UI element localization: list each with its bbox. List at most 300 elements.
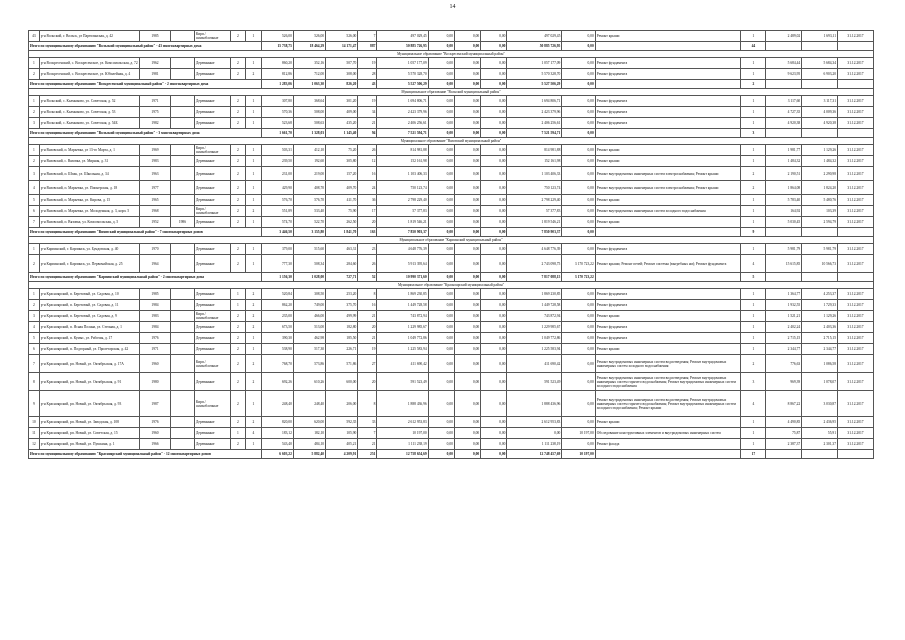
table-cell: 2 <box>29 255 40 273</box>
table-cell: р-н Красноярский, рп. Новый, ул. Пушкина, д. 1 <box>39 439 139 450</box>
page-number: 14 <box>449 4 456 10</box>
table-cell: Ремонт внутридомовых инженерных систем электроснабжения; Ремонт крыши <box>595 181 741 195</box>
table-cell: 1 <box>741 156 766 167</box>
total-value: 6 603,22 <box>261 450 293 459</box>
total-empty <box>595 228 741 237</box>
table-cell: 1 <box>246 107 262 118</box>
table-cell: 2 <box>246 417 262 428</box>
table-cell: р-н Красноярский, п. Подгорный, ул. Пролетарская, д. 42 <box>39 344 139 355</box>
table-cell: 1 086,58 <box>802 355 838 373</box>
repair-program-table <box>28 30 874 459</box>
table-cell: 0,00 <box>428 217 454 228</box>
table-cell: 0,00 <box>562 439 595 450</box>
table-cell: 777,30 <box>261 255 293 273</box>
section-title: Муниципальное образование "Воскресенский муниципальный район" <box>29 51 874 58</box>
table-cell: 1 824,20 <box>802 181 838 195</box>
total-value: 5 527 506,29 <box>507 80 562 89</box>
table-cell: 206,00 <box>326 391 358 417</box>
table-cell: 43 <box>29 31 40 42</box>
table-cell: 435,20 <box>326 118 358 129</box>
table-cell <box>171 195 195 206</box>
table-cell: Деревянные <box>194 428 230 439</box>
table-cell: 2 402,24 <box>766 322 802 333</box>
table-cell: 248,40 <box>261 391 293 417</box>
total-value: 0,00 <box>454 129 480 138</box>
table-row <box>29 439 874 450</box>
total-value: 94 <box>358 129 377 138</box>
table-cell: 0,00 <box>481 333 507 344</box>
table-cell: 4 920,38 <box>766 118 802 129</box>
table-cell: Ремонт крыши <box>595 145 741 156</box>
table-cell: 600,00 <box>326 373 358 391</box>
table-cell: 34 <box>358 107 377 118</box>
table-cell: 23 <box>358 244 377 255</box>
table-cell: 0,00 <box>454 181 480 195</box>
table-cell: 0,00 <box>454 355 480 373</box>
table-cell: 5 <box>29 195 40 206</box>
table-cell: 0,00 <box>481 344 507 355</box>
table-cell: 182,80 <box>326 322 358 333</box>
table-cell: 31.12.2017 <box>838 244 874 255</box>
table-cell: 375,70 <box>326 300 358 311</box>
table-cell: 1984 <box>139 322 170 333</box>
table-cell: 1 <box>230 300 246 311</box>
table-cell: Ремонт фундамента <box>595 289 741 300</box>
table-cell: 0,00 <box>454 156 480 167</box>
table-cell: 1 129,26 <box>802 311 838 322</box>
table-cell <box>171 181 195 195</box>
table-cell: 31.12.2017 <box>838 333 874 344</box>
total-value: 52 <box>358 273 377 282</box>
table-cell: 0,00 <box>481 373 507 391</box>
table-cell: 248,40 <box>293 391 325 417</box>
table-cell: 1 888 436,96 <box>377 391 428 417</box>
table-cell: Деревянные <box>194 344 230 355</box>
table-cell: 0,00 <box>562 322 595 333</box>
table-cell <box>171 145 195 156</box>
table-cell: 0,00 <box>428 118 454 129</box>
table-cell: Деревянные <box>194 322 230 333</box>
table-cell: Деревянные <box>194 58 230 69</box>
total-value: 3 446,50 <box>261 228 293 237</box>
table-cell: 307,80 <box>261 96 293 107</box>
table-cell: 33 <box>358 417 377 428</box>
table-cell: 31.12.2017 <box>838 417 874 428</box>
table-cell: 4 920,38 <box>802 118 838 129</box>
table-cell: 1 449 728,58 <box>507 300 562 311</box>
total-work-count: 44 <box>741 42 766 51</box>
table-cell: р-н Красноярский, п. Ясная Поляна, ул. Степная, д. 1 <box>39 322 139 333</box>
table-cell: 0,00 <box>454 311 480 322</box>
table-cell: 0,00 <box>428 344 454 355</box>
table-cell: 0,00 <box>562 373 595 391</box>
table-cell <box>171 355 195 373</box>
table-cell <box>171 344 195 355</box>
table-cell: р-н Красноярский, рп. Новый, ул. Октябрьская, д. 93 <box>39 391 139 417</box>
table-cell: 0,00 <box>562 391 595 417</box>
table-cell: 5 981,79 <box>802 244 838 255</box>
total-empty <box>802 273 838 282</box>
table-cell: 1969 <box>139 145 170 156</box>
table-cell: 31.12.2017 <box>838 428 874 439</box>
table-row <box>29 206 874 217</box>
table-cell: 5 030,45 <box>766 217 802 228</box>
table-cell: 4 <box>29 322 40 333</box>
table-cell: 19 <box>358 96 377 107</box>
table-row <box>29 344 874 355</box>
table-cell: 0,00 <box>428 167 454 181</box>
table-cell: 1 864,08 <box>766 181 802 195</box>
table-cell: 308,00 <box>326 69 358 80</box>
table-cell: 411,70 <box>326 195 358 206</box>
table-cell: 2 <box>29 156 40 167</box>
table-cell: р-н Вязовский, п. Марьевка, ул. Пионерская, д. 18 <box>39 181 139 195</box>
table-cell: 152 161,98 <box>377 156 428 167</box>
table-cell: 5 684,44 <box>766 58 802 69</box>
table-cell: 1 229 985,67 <box>377 322 428 333</box>
table-cell: 0,00 <box>481 145 507 156</box>
table-cell: 3 <box>29 167 40 181</box>
table-cell: 9 <box>29 391 40 417</box>
total-empty <box>802 80 838 89</box>
table-cell: 4 727,35 <box>766 107 802 118</box>
total-value: 1 028,00 <box>293 273 325 282</box>
table-cell: 2 <box>230 69 246 80</box>
total-value: 0,00 <box>562 129 595 138</box>
table-cell: 2 406 256,61 <box>507 118 562 129</box>
table-cell: 1 <box>741 217 766 228</box>
table-cell: 0,00 <box>428 181 454 195</box>
table-cell: 576,70 <box>293 195 325 206</box>
table-cell: 262,50 <box>326 217 358 228</box>
table-row <box>29 322 874 333</box>
table-cell: 0,00 <box>481 391 507 417</box>
table-row <box>29 58 874 69</box>
total-row <box>29 273 874 282</box>
table-cell: 573,86 <box>293 355 325 373</box>
table-cell: 0,00 <box>481 58 507 69</box>
table-cell: 526,00 <box>326 31 358 42</box>
table-cell: 2 612 953,83 <box>507 417 562 428</box>
table-cell: 0,00 <box>428 58 454 69</box>
table-cell: р-н Красноярский, рп. Новый, ул. Заводская, д. 108 <box>39 417 139 428</box>
table-cell: 1 <box>246 145 262 156</box>
table-cell: 2 715,15 <box>802 333 838 344</box>
table-cell: 1 888 436,96 <box>507 391 562 417</box>
table-cell: 0,00 <box>481 417 507 428</box>
table-cell: 1 049 772,86 <box>507 333 562 344</box>
table-cell: 2 715,15 <box>766 333 802 344</box>
table-cell: 3 030,87 <box>802 391 838 417</box>
table-cell: 0,00 <box>428 96 454 107</box>
table-cell: 17 <box>358 206 377 217</box>
table-cell: 503,31 <box>261 145 293 156</box>
table-cell: 0,00 <box>481 255 507 273</box>
table-cell: 1960 <box>139 428 170 439</box>
table-cell: Ремонт внутридомовых инженерных систем холодного водоснабжения <box>595 206 741 217</box>
table-cell: 2 <box>29 300 40 311</box>
table-cell: 1 229 985,67 <box>507 322 562 333</box>
table-cell: 1983 <box>139 156 170 167</box>
table-cell: 2 <box>230 417 246 428</box>
table-cell: 1 <box>246 217 262 228</box>
total-empty <box>766 42 802 51</box>
table-cell: 513,00 <box>293 322 325 333</box>
table-cell: 10 <box>29 417 40 428</box>
table-cell: 0,00 <box>562 344 595 355</box>
table-cell: 352,16 <box>293 58 325 69</box>
table-cell: 1976 <box>139 417 170 428</box>
table-cell: 5 981,79 <box>766 244 802 255</box>
table-cell: 0,00 <box>454 289 480 300</box>
table-cell: 1960 <box>139 355 170 373</box>
table-cell: 4 <box>741 391 766 417</box>
table-cell: 673,50 <box>261 322 293 333</box>
table-cell: 1 <box>741 333 766 344</box>
table-cell: 24 <box>358 181 377 195</box>
table-cell: 1 981,77 <box>766 145 802 156</box>
table-cell: 1963 <box>139 167 170 181</box>
table-cell: 0,00 <box>562 300 595 311</box>
table-cell: 0,00 <box>454 255 480 273</box>
table-cell: Кирп./ шлакоблочные <box>194 355 230 373</box>
table-cell: 0,00 <box>428 311 454 322</box>
total-value: 7 850 903,37 <box>377 228 428 237</box>
table-cell: 3 170 723,22 <box>562 255 595 273</box>
table-cell: 463,31 <box>326 244 358 255</box>
table-cell: 31.12.2017 <box>838 181 874 195</box>
table-cell: 2 387,37 <box>766 439 802 450</box>
table-cell: 1 932,55 <box>766 300 802 311</box>
table-cell: 5 783,40 <box>766 195 802 206</box>
table-cell: 2 344,77 <box>766 344 802 355</box>
table-cell: 712,00 <box>293 69 325 80</box>
table-cell: Ремонт фундамента <box>595 300 741 311</box>
total-work-count: 17 <box>741 450 766 459</box>
table-cell: 31.12.2017 <box>838 311 874 322</box>
table-cell: 2 <box>246 69 262 80</box>
total-empty <box>838 129 874 138</box>
total-empty <box>595 129 741 138</box>
table-cell: 1 <box>741 145 766 156</box>
table-cell: 1965 <box>139 195 170 206</box>
table-cell: 36 <box>358 195 377 206</box>
table-cell: 2 <box>230 206 246 217</box>
total-value: 1 063,30 <box>293 80 325 89</box>
table-cell: 2 <box>230 58 246 69</box>
table-cell: 812,86 <box>261 69 293 80</box>
total-value: 1 661,70 <box>261 129 293 138</box>
table-cell: 3 <box>741 373 766 391</box>
table-cell: 0,00 <box>481 69 507 80</box>
table-cell: 0,00 <box>428 195 454 206</box>
table-cell: 2 <box>230 311 246 322</box>
total-value: 7 850 903,37 <box>507 228 562 237</box>
table-cell: 75,20 <box>326 145 358 156</box>
table-cell: 1 <box>246 118 262 129</box>
table-cell: 571,86 <box>326 355 358 373</box>
table-cell: 0,00 <box>562 355 595 373</box>
table-cell: 21 <box>358 118 377 129</box>
table-cell: р-н Красноярский, рп. Новый, ул. Советская, д. 15 <box>39 428 139 439</box>
table-cell <box>171 391 195 417</box>
table-cell: 0,00 <box>562 289 595 300</box>
table-cell: 0,00 <box>562 417 595 428</box>
table-cell: Деревянные <box>194 156 230 167</box>
total-value: 5 527 506,29 <box>377 80 428 89</box>
table-cell: 1 <box>741 417 766 428</box>
table-cell: 692,26 <box>261 373 293 391</box>
table-cell: 1 869 230,85 <box>507 289 562 300</box>
total-value: 0,00 <box>562 228 595 237</box>
table-cell: Ремонт фундамента <box>595 118 741 129</box>
total-empty <box>838 228 874 237</box>
table-cell: 368,64 <box>293 96 325 107</box>
total-empty <box>838 42 874 51</box>
table-cell: 405,21 <box>326 439 358 450</box>
table-cell: 1 <box>29 244 40 255</box>
table-cell: 0,00 <box>428 255 454 273</box>
table-row <box>29 107 874 118</box>
table-cell: 75,87 <box>766 428 802 439</box>
table-cell: 1 <box>741 322 766 333</box>
table-cell: Ремонт крыши <box>595 195 741 206</box>
table-cell: 570,36 <box>261 107 293 118</box>
table-cell: р-н Воскресенский, с. Воскресенское, ул. Юбилейная, д. 4 <box>39 69 139 80</box>
total-empty <box>838 450 874 459</box>
total-empty <box>595 450 741 459</box>
table-row <box>29 69 874 80</box>
table-cell: 0,00 <box>481 244 507 255</box>
table-cell: 411 690,42 <box>507 355 562 373</box>
table-cell: 2 <box>230 167 246 181</box>
table-cell: 235,00 <box>261 311 293 322</box>
table-cell: 0,00 <box>562 96 595 107</box>
table-cell: 0,00 <box>562 206 595 217</box>
section-header-row <box>29 282 874 289</box>
section-header-row <box>29 89 874 96</box>
table-cell: 0,00 <box>428 417 454 428</box>
table-cell: 0,00 <box>562 181 595 195</box>
total-value: 0,00 <box>428 273 454 282</box>
total-value: 727,71 <box>326 273 358 282</box>
total-row <box>29 42 874 51</box>
table-cell: 0,00 <box>454 195 480 206</box>
table-cell: 0,00 <box>562 244 595 255</box>
table-cell: Деревянные <box>194 244 230 255</box>
total-value: 0,00 <box>562 80 595 89</box>
table-cell: Деревянные <box>194 217 230 228</box>
table-cell: 1970 <box>139 244 170 255</box>
table-cell: 1964 <box>139 255 170 273</box>
total-value: 0,00 <box>428 80 454 89</box>
table-cell: Ремонт крыши; Ремонт печей; Ремонт системы (выгребных ям); Ремонт фундамента <box>595 255 741 273</box>
table-cell: 1 225 583,94 <box>377 344 428 355</box>
table-cell: 7 <box>358 31 377 42</box>
table-cell: 2 406 256,61 <box>377 118 428 129</box>
table-cell: 0,00 <box>428 373 454 391</box>
table-cell: р-н Вязовский, п. Вязовка, ул. Комсомольская, д. 5 <box>39 217 139 228</box>
table-row <box>29 300 874 311</box>
table-cell: 0,00 <box>481 217 507 228</box>
total-value: 12 748 457,69 <box>507 450 562 459</box>
table-cell: 0,00 <box>481 439 507 450</box>
total-value: 0,00 <box>454 228 480 237</box>
table-cell: 0,00 <box>481 181 507 195</box>
table-cell: 0,00 <box>562 311 595 322</box>
total-empty <box>595 42 741 51</box>
table-cell: 0,00 <box>562 195 595 206</box>
table-cell: р-н Вольский, с. Калмыково, ул. Советская, д. 52 <box>39 96 139 107</box>
table-cell: Кирп./ шлакоблочные <box>194 31 230 42</box>
total-empty <box>766 450 802 459</box>
table-cell: 75,90 <box>326 206 358 217</box>
table-cell: 2 403,36 <box>802 322 838 333</box>
table-row <box>29 217 874 228</box>
table-cell: 0,00 <box>562 31 595 42</box>
table-cell: 16 <box>358 300 377 311</box>
table-cell: 1985 <box>139 31 170 42</box>
table-cell: 1986 <box>171 217 195 228</box>
table-cell: 1 693,11 <box>802 31 838 42</box>
table-cell: 0,00 <box>428 206 454 217</box>
table-cell: 4 253,37 <box>802 289 838 300</box>
total-value: 50 885 726,95 <box>507 42 562 51</box>
table-cell: 26 <box>358 145 377 156</box>
table-cell: 520,84 <box>261 289 293 300</box>
table-row <box>29 96 874 107</box>
table-cell: 1 <box>246 255 262 273</box>
total-value: 0,00 <box>562 42 595 51</box>
table-cell <box>171 96 195 107</box>
table-cell: 1 049 772,86 <box>377 333 428 344</box>
table-cell: 21 <box>358 311 377 322</box>
table-cell: 1984 <box>139 300 170 311</box>
table-cell: 308,50 <box>293 289 325 300</box>
table-cell: 0,00 <box>481 206 507 217</box>
table-cell: 0,00 <box>454 300 480 311</box>
table-cell: 1952 <box>139 217 170 228</box>
table-cell: 538,90 <box>261 344 293 355</box>
table-cell: 31.12.2017 <box>838 217 874 228</box>
total-label: Итого по муниципальному образованию "Воскресенский муниципальный район" - 2 многоквартирных дома <box>29 80 262 89</box>
total-empty <box>595 80 741 89</box>
section-title: Муниципальное образование "Вязовский муниципальный район" <box>29 138 874 145</box>
total-value: 0,00 <box>454 42 480 51</box>
total-value: 14 171,47 <box>326 42 358 51</box>
table-cell: 5 570 328,70 <box>507 69 562 80</box>
total-empty <box>838 273 874 282</box>
table-cell: 7 <box>29 217 40 228</box>
total-empty <box>766 129 802 138</box>
table-cell: 1962 <box>139 58 170 69</box>
table-cell: 862,20 <box>261 300 293 311</box>
table-cell: 28 <box>358 69 377 80</box>
table-cell: 31.12.2017 <box>838 355 874 373</box>
table-cell: р-н Вязовский, с. Вязовка, ул. Мирная, д. 31 <box>39 156 139 167</box>
table-cell: 1 729,33 <box>802 300 838 311</box>
table-cell: 776,63 <box>766 355 802 373</box>
total-row <box>29 228 874 237</box>
section-title: Муниципальное образование "Красноярский муниципальный район" <box>29 282 874 289</box>
table-cell: 105,90 <box>326 428 358 439</box>
table-cell: 1 <box>29 289 40 300</box>
table-cell: 466,00 <box>293 311 325 322</box>
table-cell: 820,00 <box>261 417 293 428</box>
table-row <box>29 167 874 181</box>
table-cell: 1 111 238,19 <box>507 439 562 450</box>
table-cell: Ремонт крыши <box>595 311 741 322</box>
